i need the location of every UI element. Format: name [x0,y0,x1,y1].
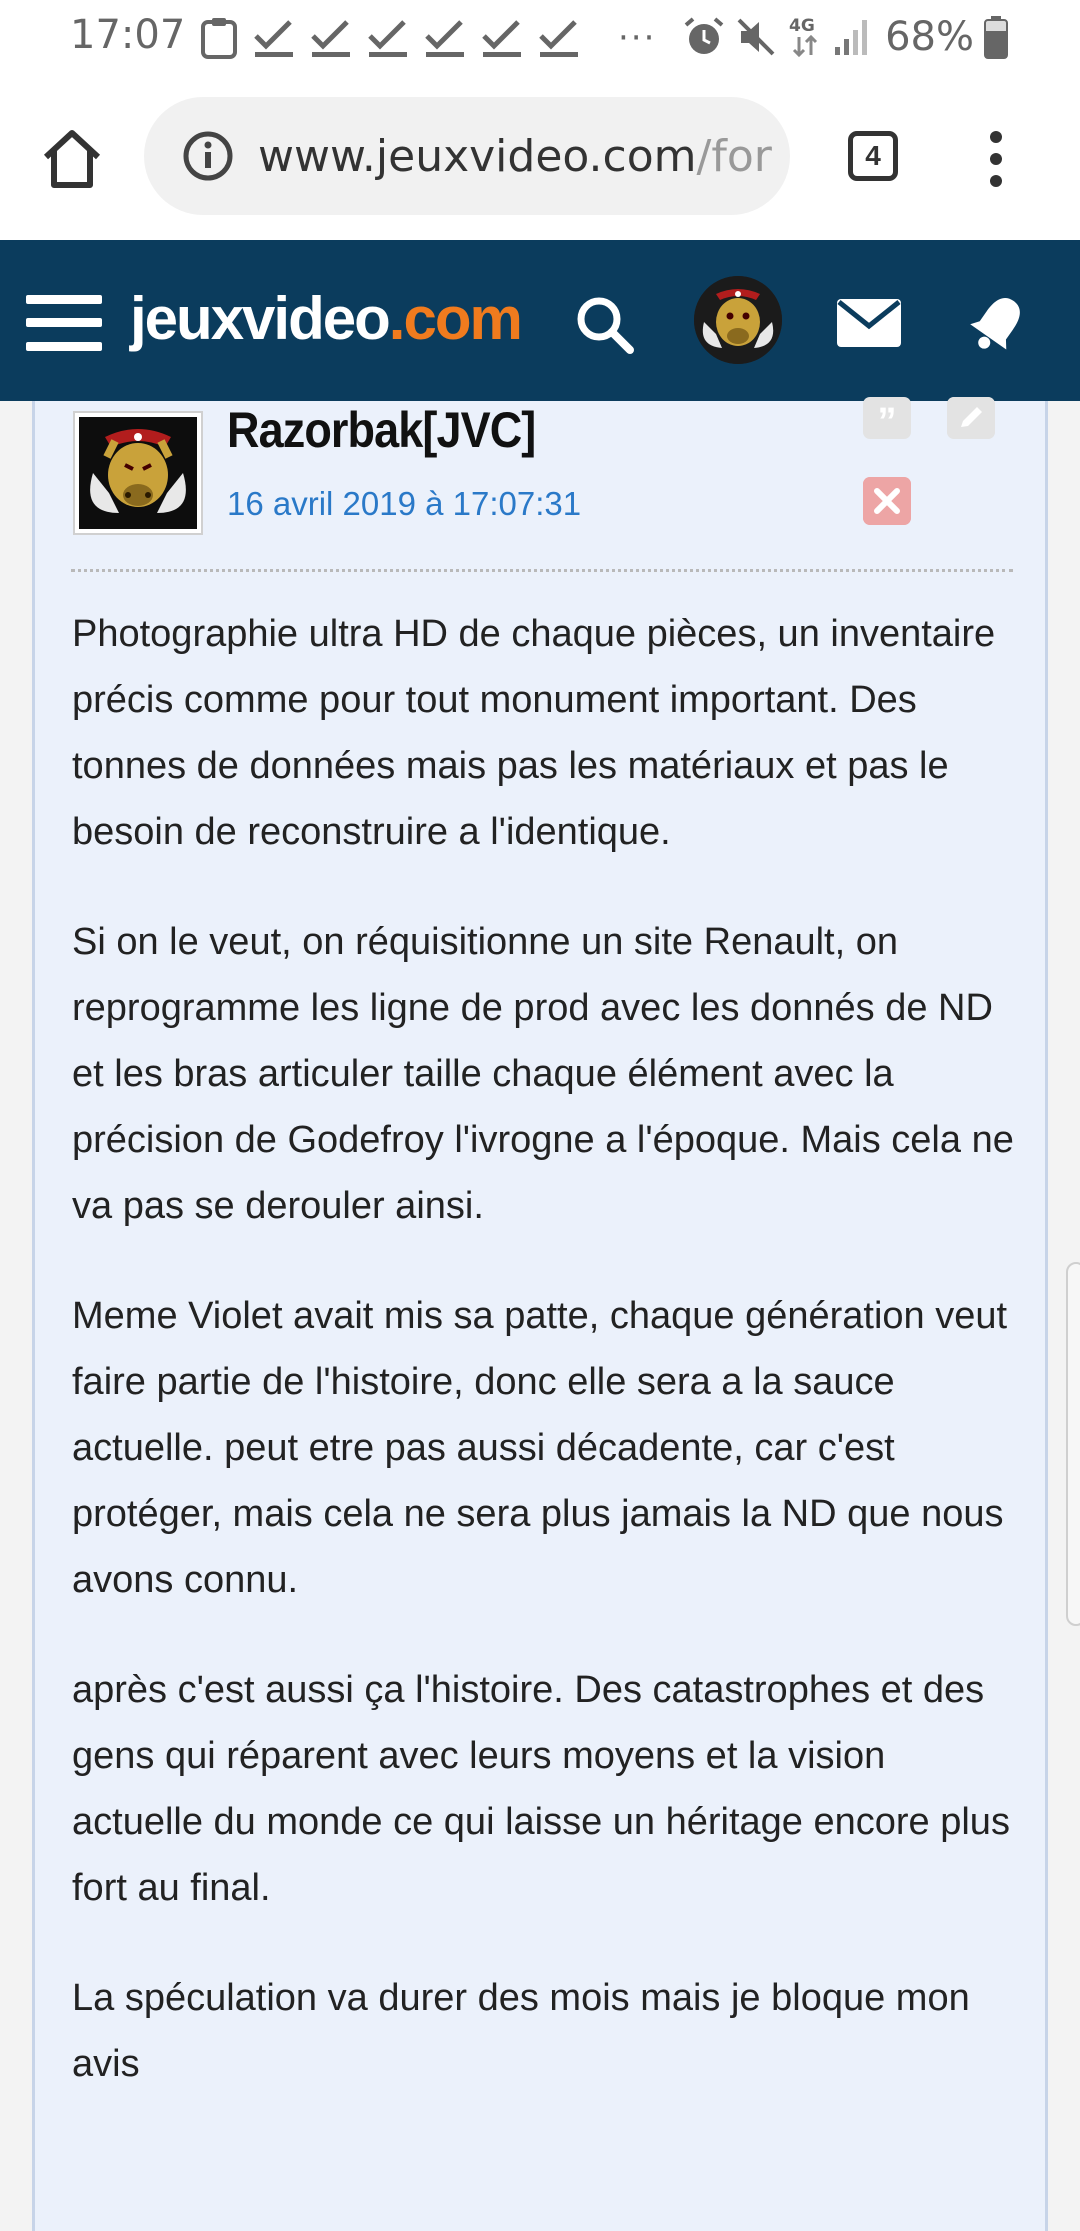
clipboard-icon [200,16,238,60]
signal-icon [833,17,871,57]
check-icon [423,16,467,60]
user-avatar[interactable] [694,276,782,364]
status-bar [0,0,1080,75]
edit-icon[interactable] [947,397,995,439]
mail-icon[interactable] [836,298,902,348]
site-logo[interactable] [130,284,521,353]
check-icon [309,16,353,60]
browser-toolbar [0,75,1080,240]
bell-icon[interactable] [970,290,1026,356]
check-icon [480,16,524,60]
post-date[interactable]: 16 avril 2019 à 17:07:31 [227,485,582,522]
overflow-menu-icon[interactable] [980,127,1012,191]
search-icon[interactable] [574,294,636,356]
site-header [0,240,1080,401]
home-icon[interactable] [38,125,106,193]
hamburger-line [26,342,102,351]
url-domain: www.jeuxvideo.com [258,131,697,182]
hamburger-line [26,295,102,304]
system-icons [683,14,1008,60]
delete-icon[interactable] [863,477,911,525]
post-paragraph: La spéculation va durer des mois mais je bloque mon avis [72,1977,970,2085]
url-bar[interactable] [144,97,790,215]
post-body [72,601,1022,2141]
boar-avatar-image [694,276,782,364]
post-divider [71,569,1013,572]
post-author-avatar[interactable] [73,411,203,535]
more-notifications-icon: ··· [618,18,657,58]
info-icon[interactable] [182,130,234,182]
post-paragraph: Photographie ultra HD de chaque pièces, un inventaire précis comme pour tout monument important. Des tonnes de données mais pas les matériaux et pas le besoin de reconstruire a l'identique. [72,613,996,853]
network-4g-icon [787,15,823,59]
battery-icon [984,15,1008,59]
hamburger-line [26,318,102,327]
url-text[interactable] [258,131,772,182]
scrollbar-handle[interactable] [1066,1262,1080,1626]
battery-percentage: 68% [885,14,974,60]
url-path: /for [696,131,772,182]
tabs-icon[interactable]: 4 [848,131,898,181]
network-label: 4G [789,16,815,36]
forum-post [32,401,1048,2231]
check-icon [366,16,410,60]
logo-main: jeuxvideo [130,285,389,352]
post-avatar-image [79,417,197,529]
post-paragraph: Meme Violet avait mis sa patte, chaque génération veut faire partie de l'histoire, donc elle sera a la sauce actuelle. peut etre pas aussi décadente, car c'est protéger, mais cela ne sera plus jamais la ND que nous avons connu. [72,1295,1008,1601]
quote-icon[interactable]: ” [863,397,911,439]
alarm-icon [683,16,725,58]
logo-tld: .com [388,285,521,352]
mute-icon [735,16,777,58]
post-paragraph: Si on le veut, on réquisitionne un site Renault, on reprogramme les ligne de prod avec les donnés de ND et les bras articuler taille chaque élément avec la précision de Godefroy l'ivrogne a l'époque. Mais cela ne va pas se derouler ainsi. [72,921,1014,1227]
notification-icons [200,16,656,60]
post-author-name[interactable]: Razorbak[JVC] [227,402,536,458]
check-icon [252,16,296,60]
hamburger-menu-icon[interactable] [26,295,102,351]
boar-avatar-image [79,417,197,529]
post-paragraph: après c'est aussi ça l'histoire. Des catastrophes et des gens qui réparent avec leurs moyens et la vision actuelle du monde ce qui laisse un héritage encore plus fort au final. [72,1669,1010,1909]
check-icon [537,16,581,60]
status-time: 17:07 [70,12,186,58]
